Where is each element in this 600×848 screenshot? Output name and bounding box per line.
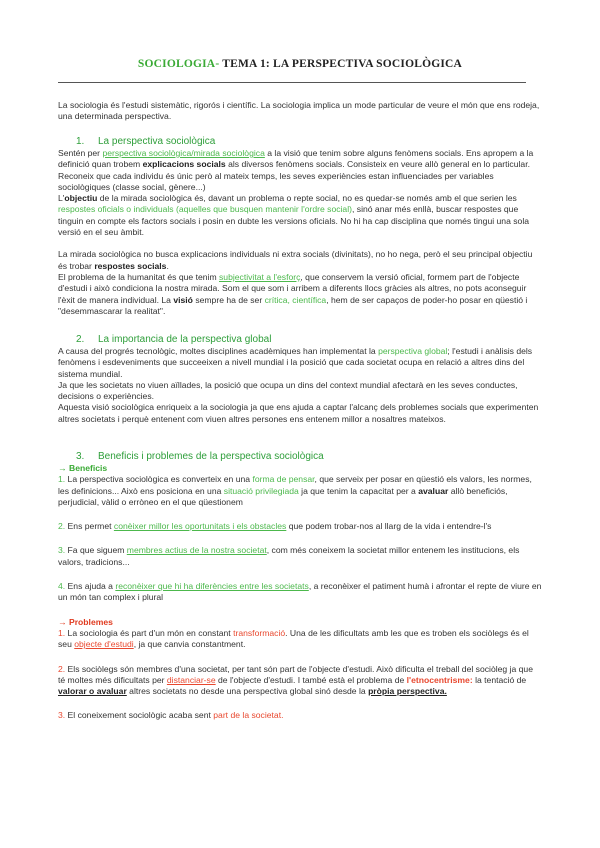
section-1 (58, 136, 542, 317)
section-2-heading: 2. La importancia de la perspectiva global (76, 334, 272, 345)
benefits-heading: → Beneficis (58, 463, 108, 473)
section-3 (58, 451, 542, 722)
problems-heading: → Problemes (58, 616, 113, 627)
title-divider (58, 82, 526, 83)
problem-2: 2. Els sociòlegs són membres d'una societat, per tant són part de l'objecte d'estudi. Això dificulta el treball del sociòleg ja que té moltes més dificultats per distanciar-se de l'objecte d'estudi. I també està el problema de l'etnocentrisme: la tentació de valorar o avaluar altres societats no desde una perspectiva global sinó desde la pròpia perspectiva. (58, 663, 533, 697)
intro-paragraph: La sociologia és l'estudi sistemàtic, rigorós i científic. La sociologia implica un mode particular de veure el món que ens rodeja, una determinada perspectiva. (58, 100, 540, 122)
section-2-paragraph: A causa del progrés tecnològic, moltes disciplines acadèmiques han implementat la perspectiva global; l'estudi i anàlisis dels fenòmens i esdeveniments que succeeixen a nivell mundial i la posició que cada societat ocupa en relació a altres dins del sistema mundial. Ja que les societats no viuen aïllades, la posició que ocupa un dins del context mundial afectarà en les seves conductes, decisions o experiències. Aquesta visió sociològica enriqueix a la sociologia ja que ens ajuda a captar l'alcanç dels problemes socials que experimenten altres societats i perquè entenent com viuen altres persones ens entenem millor a nosaltres mateixos. (58, 346, 539, 424)
problem-1: 1. La sociologia és part d'un món en constant transformació. Una de les dificultats amb les que es troben els sociòlegs és el seu objecte d'estudi, ja que canvia constantment. (58, 627, 529, 650)
section-1-paragraph-2: La mirada sociològica no busca explicacions individuals ni extra socials (divinitats), no ho nega, però el seu principal objectiu és trobar respostes socials. El problema de la humanitat és que tenim subjectivitat a l'esforç, que conservem la versió oficial, formem part de l'objecte d'estudi i això condiciona la nostra mirada. Som el que som i arribem a diferents llocs gràcies als altres, no pots aconseguir l'èxit de manera individual. La visió sempre ha de ser crítica, científica, hem de ser capaços de poder-ho posar en qüestió i "desemmascarar la realitat". (58, 249, 533, 316)
section-3-heading: 3. Beneficis i problemes de la perspectiva sociològica (76, 451, 324, 462)
benefit-2: 2. Ens permet conèixer millor les oportunitats i els obstacles que podem trobar-nos al llarg de la vida i entendre-l's (58, 521, 492, 532)
benefit-3: 3. Fa que siguem membres actius de la nostra societat, com més coneixem la societat millor entenem les institucions, els valors, tradicions... (58, 545, 520, 567)
section-2 (58, 334, 542, 425)
benefit-1: 1. La perspectiva sociològica es converteix en una forma de pensar, que serveix per posar en qüestió els valors, les normes, les definicions... Això ens posiciona en una situació privilegiada ja que tenim la capacitat per a avaluar allò beneficiós, perjudicial, vàlid o erròneo en el que qüestionem (58, 474, 532, 507)
section-1-heading: 1. La perspectiva sociològica (76, 136, 216, 147)
topic-label: TEMA 1: LA PERSPECTIVA SOCIOLÒGICA (222, 58, 463, 70)
subject-label: SOCIOLOGIA (137, 58, 216, 70)
problem-3: 3. El coneixement sociològic acaba sent part de la societat. (58, 710, 284, 721)
document-title: SOCIOLOGIA- TEMA 1: LA PERSPECTIVA SOCIOLÒGICA (137, 58, 463, 70)
section-1-paragraph-1: Sentén per perspectiva sociològica/mirada sociològica a la visió que tenim sobre alguns fenòmens socials. Ens apropem a la definició quan trobem explicacions socials als diversos fenòmens socials. Consisteix en veure allò general en lo particular. Reconeix que cada individu és únic però al mateix temps, les seves experiències estan influenciades per variables sociològiques (classe social, gènere...) L'objectiu de la mirada sociològica és, davant un problema o repte social, no es quedar-se només amb el que serien les respostes oficials o individuals (aquelles que busquen mantenir l'ordre social), sinó anar més enllà, buscar respostes que tinguin en compte els factors socials i posin en dubte les versions oficials. No hi ha cap disciplina que només tingui una sola versió en el seu àmbit. (58, 148, 534, 238)
benefit-4: 4. Ens ajuda a reconèixer que hi ha diferències entre les societats, a reconèixer el patiment humà i afrontar el repte de viure en un món tan complex i plural (58, 581, 542, 603)
